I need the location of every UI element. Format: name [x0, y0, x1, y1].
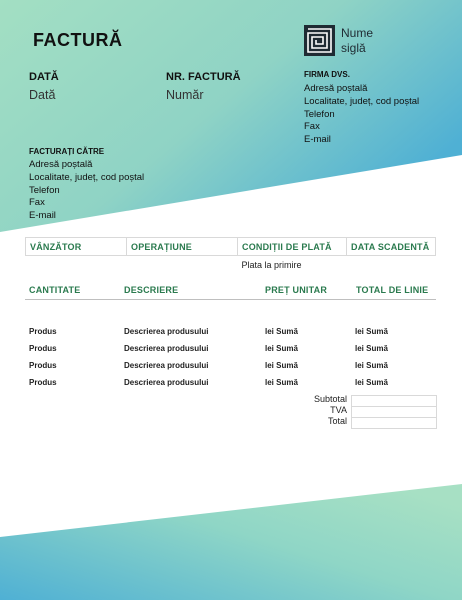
sales-table-header-row [26, 238, 436, 256]
header-operation: OPERAȚIUNE [127, 238, 238, 256]
item-unit-price[interactable]: lei Sumă [265, 378, 298, 387]
item-unit-price[interactable]: lei Sumă [265, 327, 298, 336]
total-field[interactable] [351, 417, 437, 429]
header-unit-price: PREȚ UNITAR [265, 285, 328, 295]
date-label: DATĂ [29, 71, 59, 83]
total-label: Total [327, 416, 347, 426]
sales-table-row [26, 256, 436, 274]
company-phone[interactable]: Telefon [304, 108, 335, 120]
maze-logo-icon [304, 25, 335, 56]
seller-cell[interactable] [26, 256, 127, 274]
bill-to-info [29, 146, 144, 223]
company-city[interactable]: Localitate, județ, cod poștal [304, 95, 420, 107]
item-description[interactable]: Descrierea produsului [124, 361, 209, 370]
item-row [29, 327, 436, 341]
item-row [29, 344, 436, 358]
company-info [304, 69, 419, 147]
operation-cell[interactable] [127, 256, 238, 274]
logo-text-line2: siglă [341, 41, 366, 55]
payment-terms-cell[interactable]: Plata la primire [241, 259, 302, 270]
header-line-total: TOTAL DE LINIE [356, 285, 429, 295]
company-email[interactable]: E-mail [304, 134, 331, 146]
item-quantity[interactable]: Produs [29, 327, 57, 336]
company-heading: FIRMA DVS. [304, 70, 350, 79]
header-seller: VÂNZĂTOR [26, 238, 127, 256]
item-line-total[interactable]: lei Sumă [355, 378, 388, 387]
items-table-header [25, 285, 436, 300]
invoice-number-field[interactable]: Număr [166, 88, 204, 102]
header-description: DESCRIERE [124, 285, 179, 295]
sales-info-table [25, 237, 436, 273]
item-quantity[interactable]: Produs [29, 344, 57, 353]
item-unit-price[interactable]: lei Sumă [265, 361, 298, 370]
item-line-total[interactable]: lei Sumă [355, 327, 388, 336]
item-description[interactable]: Descrierea produsului [124, 344, 209, 353]
logo-text[interactable] [341, 26, 373, 56]
item-quantity[interactable]: Produs [29, 378, 57, 387]
header-payment-terms: CONDIȚII DE PLATĂ [238, 238, 347, 256]
company-address[interactable]: Adresă poștală [304, 83, 368, 94]
header-due-date: DATA SCADENTĂ [347, 238, 436, 256]
item-description[interactable]: Descrierea produsului [124, 327, 209, 336]
date-field[interactable]: Dată [29, 88, 56, 102]
company-fax[interactable]: Fax [304, 121, 320, 133]
bill-to-email[interactable]: E-mail [29, 210, 56, 222]
item-line-total[interactable]: lei Sumă [355, 344, 388, 353]
due-date-cell[interactable] [347, 256, 436, 274]
item-line-total[interactable]: lei Sumă [355, 361, 388, 370]
logo-text-line1: Nume [341, 26, 374, 40]
item-quantity[interactable]: Produs [29, 361, 57, 370]
tax-label: TVA [330, 405, 347, 415]
bill-to-address[interactable]: Adresă poștală [29, 159, 93, 170]
item-row [29, 361, 436, 375]
bill-to-city[interactable]: Localitate, județ, cod poștal [29, 171, 145, 183]
subtotal-label: Subtotal [313, 394, 347, 404]
item-row [29, 378, 436, 392]
bill-to-fax[interactable]: Fax [29, 197, 45, 209]
invoice-title: FACTURĂ [33, 30, 123, 50]
invoice-number-label: NR. FACTURĂ [166, 71, 241, 83]
item-description[interactable]: Descrierea produsului [124, 378, 209, 387]
header-quantity: CANTITATE [29, 285, 81, 295]
bill-to-heading: FACTURAȚI CĂTRE [29, 147, 105, 156]
bill-to-phone[interactable]: Telefon [29, 184, 60, 196]
item-unit-price[interactable]: lei Sumă [265, 344, 298, 353]
logo-placeholder[interactable] [304, 25, 335, 56]
